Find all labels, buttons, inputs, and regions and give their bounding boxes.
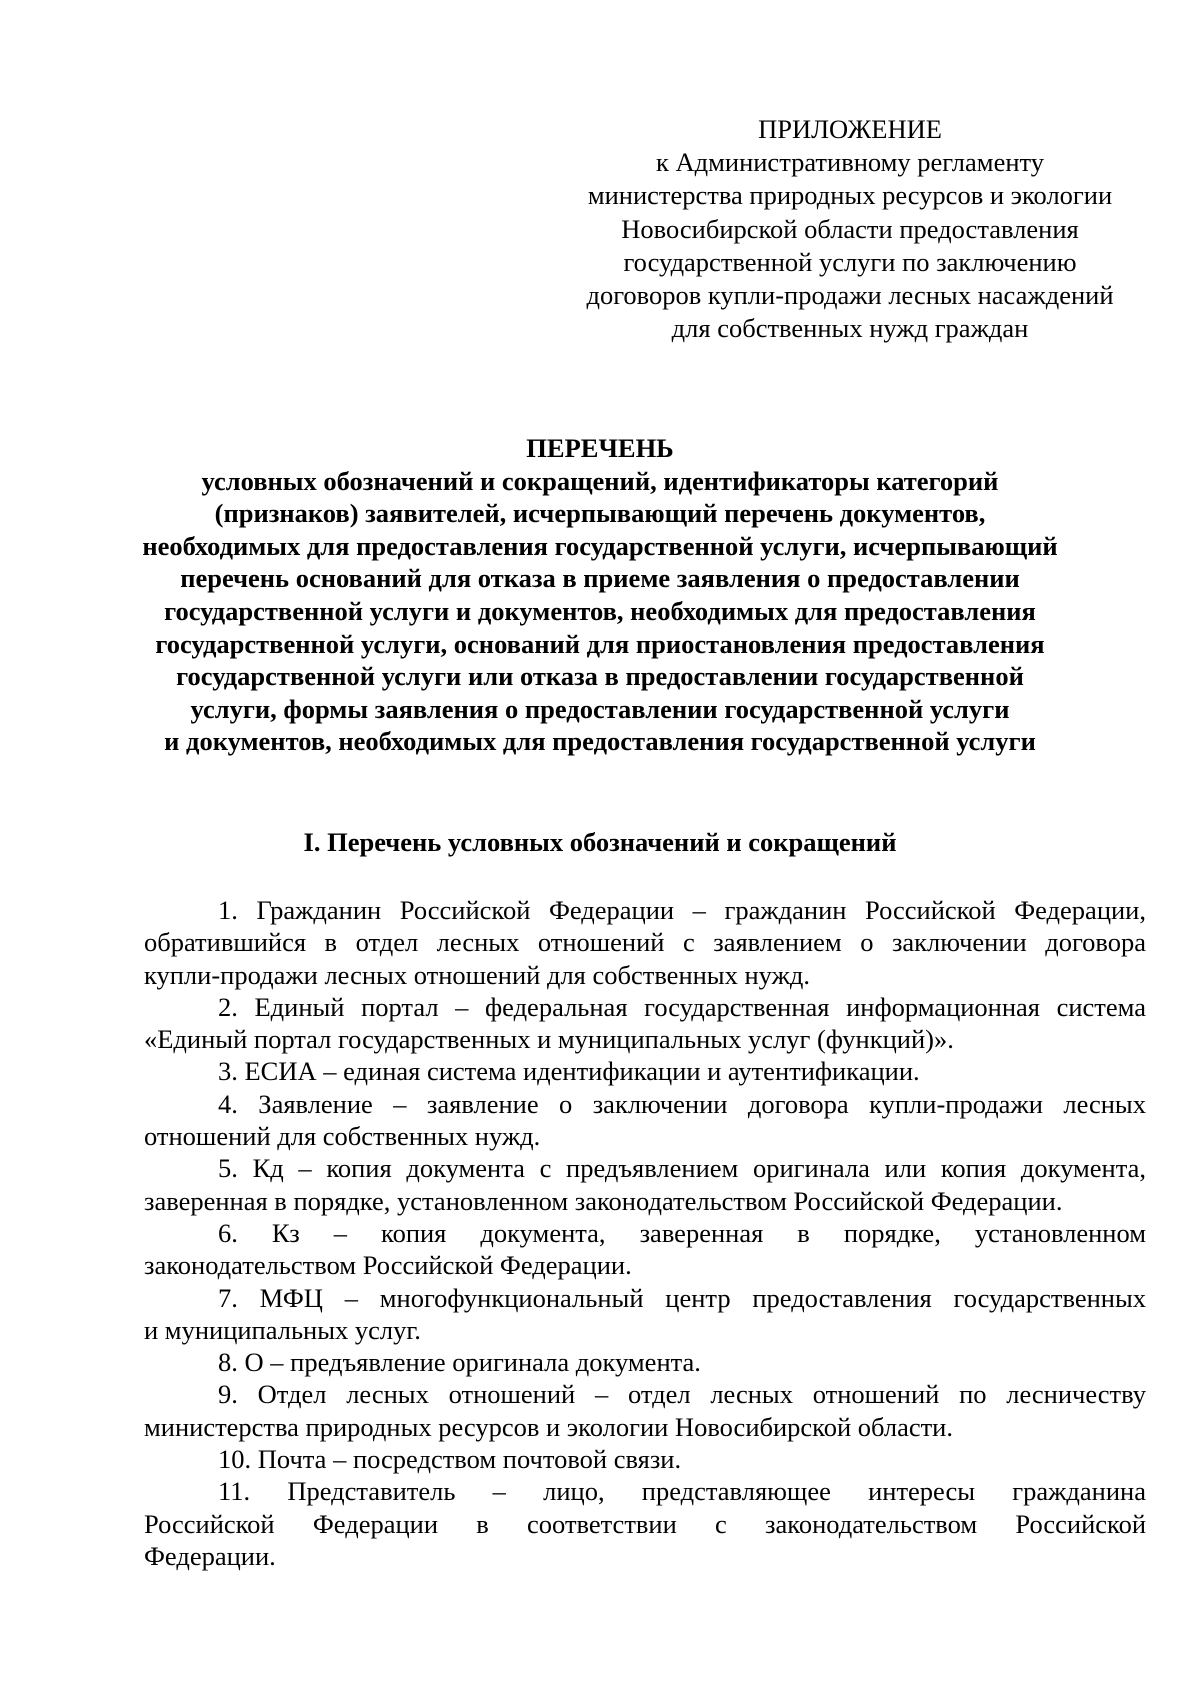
appendix-line: государственной услуги по заключению (623, 246, 1077, 277)
definition-line: 3. ЕСИА – единая система идентификации и аутентификации. (218, 1056, 920, 1087)
definition-line: заверенная в порядке, установленном законодательством Российской Федерации. (144, 1185, 1063, 1216)
definition-item (144, 1475, 1146, 1572)
definition-line: 9. Отдел лесных отношений – отдел лесных отношений по лесничеству (218, 1379, 1146, 1410)
title-line: услуги, формы заявления о предоставлении государственной услуги (190, 693, 1010, 724)
definition-line: 1. Гражданин Российской Федерации – гражданин Российской Федерации, (218, 895, 1146, 925)
title-line: государственной услуги или отказа в предоставлении государственной (176, 661, 1024, 692)
definition-item (144, 1088, 1146, 1153)
definition-line: 10. Почта – посредством почтовой связи. (218, 1444, 682, 1475)
definition-line: обратившийся в отдел лесных отношений с заявлением о заключении договора (144, 927, 1146, 958)
appendix-line: договоров купли-продажи лесных насаждений (586, 280, 1114, 311)
definition-line: Федерации. (144, 1540, 276, 1571)
appendix-line: к Административному регламенту (656, 147, 1044, 178)
definition-item (144, 1346, 1146, 1378)
definition-item (144, 1217, 1146, 1282)
definition-line: 4. Заявление – заявление о заключении договора купли-продажи лесных (218, 1088, 1146, 1119)
document-title (100, 432, 1100, 758)
appendix-line: министерства природных ресурсов и экологии (587, 180, 1113, 211)
title-heading: ПЕРЕЧЕНЬ (526, 433, 674, 463)
section-heading: I. Перечень условных обозначений и сокращений (303, 827, 897, 857)
appendix-line: для собственных нужд граждан (671, 313, 1029, 344)
definition-item (144, 894, 1146, 991)
definition-line: министерства природных ресурсов и экологии Новосибирской области. (144, 1411, 953, 1442)
definition-item (144, 1282, 1146, 1347)
definition-item (144, 1443, 1146, 1475)
definition-line: законодательством Российской Федерации. (144, 1250, 632, 1281)
definition-line: отношений для собственных нужд. (144, 1121, 541, 1152)
appendix-line: Новосибирской области предоставления (621, 213, 1079, 244)
title-line: и документов, необходимых для предоставления государственной услуги (164, 726, 1036, 757)
definition-line: 11. Представитель – лицо, представляющее интересы гражданина (218, 1476, 1146, 1507)
title-line: государственной услуги, оснований для приостановления предоставления (155, 628, 1045, 659)
definition-item (144, 1152, 1146, 1217)
title-line: перечень оснований для отказа в приеме заявления о предоставлении (180, 563, 1020, 594)
definition-line: 5. Кд – копия документа с предъявлением оригинала или копия документа, (218, 1153, 1146, 1184)
definition-line: 6. Кз – копия документа, заверенная в порядке, установленном (218, 1217, 1146, 1248)
definition-item (144, 1378, 1146, 1443)
definition-line: 7. МФЦ – многофункциональный центр предоставления государственных (218, 1282, 1146, 1313)
definition-line: купли-продажи лесных отношений для собственных нужд. (144, 959, 810, 990)
title-line: необходимых для предоставления государственной услуги, исчерпывающий (142, 530, 1058, 561)
definition-line: 2. Единый портал – федеральная государственная информационная система (218, 991, 1146, 1022)
definition-line: Российской Федерации в соответствии с законодательством Российской (144, 1508, 1146, 1539)
title-line: (признаков) заявителей, исчерпывающий перечень документов, (214, 498, 986, 529)
definition-line: и муниципальных услуг. (144, 1314, 421, 1345)
definition-item (144, 991, 1146, 1056)
appendix-header (560, 113, 1140, 345)
definitions-list (144, 894, 1146, 1572)
definition-line: «Единый портал государственных и муниципальных услуг (функций)». (144, 1024, 954, 1055)
definition-item (144, 1055, 1146, 1087)
title-line: условных обозначений и сокращений, идентификаторы категорий (201, 465, 999, 496)
title-line: государственной услуги и документов, необходимых для предоставления (164, 595, 1036, 626)
appendix-label: ПРИЛОЖЕНИЕ (758, 114, 942, 144)
definition-line: 8. О – предъявление оригинала документа. (218, 1347, 701, 1378)
